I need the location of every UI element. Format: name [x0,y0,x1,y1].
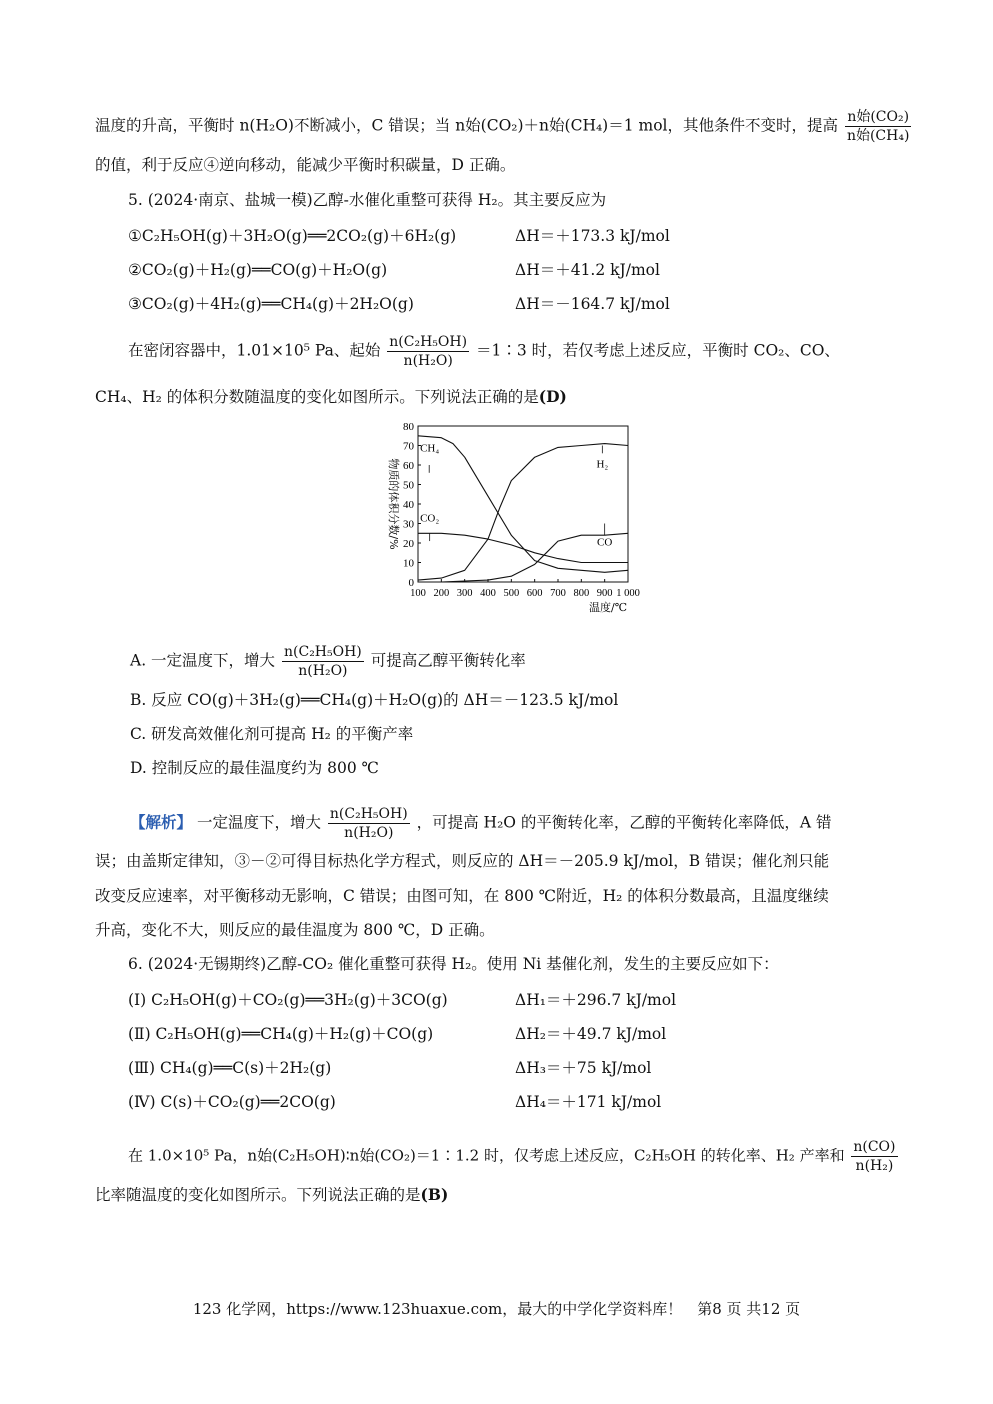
y-tick-label: 20 [403,538,414,550]
prev-text-b: n(H₂O)不断减小，C 错误；当 [239,116,451,135]
q5-option-a-den: n(H₂O) [298,663,348,679]
q6-dh-2: ΔH₂＝＋49.7 kJ/mol [515,1025,667,1043]
q5-reaction-3: ③CO₂(g)＋4H₂(g)══CH₄(g)＋2H₂O(g) [128,295,414,313]
series-label: H₂ [596,458,609,471]
x-tick-label: 100 [410,588,426,599]
x-tick-label: 900 [596,588,613,599]
analysis-den: n(H₂O) [344,825,394,841]
q5-reaction-2: ②CO₂(g)＋H₂(g)══CO(g)＋H₂O(g) [128,261,388,279]
q5-reaction-1: ①C₂H₅OH(g)＋3H₂O(g)══2CO₂(g)＋6H₂(g) [128,227,457,245]
q5-analysis-line-4: 升高，变化不大，则反应的最佳温度为 800 ℃，D 正确。 [95,921,495,939]
prev-fraction [845,108,911,145]
prev-frac-num: n始(CO₂) [845,108,911,127]
y-tick-label: 30 [403,518,414,531]
analysis-l1-b: ，可提高 H₂O 的平衡转化率，乙醇的平衡转化率降低，A 错 [416,813,832,832]
q5-option-a-fraction [282,643,364,680]
prev-text-c: n始(CO₂)＋n始(CH₄)＝1 mol，其他条件不变时，提高 [455,116,839,135]
series-label: CO₂ [420,512,440,525]
prev-line-2: 的值，利于反应④逆向移动，能减少平衡时积碳量，D 正确。 [95,156,516,174]
analysis-l1-a: 一定温度下，增大 [196,813,321,832]
q5-answer: (D) [538,387,567,406]
q6-reaction-2: (Ⅱ) C₂H₅OH(g)══CH₄(g)＋H₂(g)＋CO(g) [128,1025,434,1043]
q5-option-a-num: n(C₂H₅OH) [284,644,362,660]
series-label: CO [597,536,613,549]
q5-analysis-line-2: 误；由盖斯定律知，③－②可得目标热化学方程式，则反应的 ΔH＝－205.9 kJ/mol，B 错误；催化剂只能 [95,852,830,870]
x-tick-label: 800 [573,588,590,599]
prev-frac-den: n始(CH₄) [846,128,910,144]
q5-dh-3: ΔH＝－164.7 kJ/mol [515,295,670,313]
q5-cond-num: n(C₂H₅OH) [389,334,468,350]
series-line [418,436,628,573]
plot-frame [418,426,628,582]
q6-cond-a: 在 1.0×10⁵ Pa，n始(C₂H₅OH)∶n始(CO₂)＝1∶1.2 时，仅考虑上述反应，C₂H₅OH 的转化率、H₂ 产率和 [128,1146,845,1165]
q5-option-a [130,643,526,680]
q5-cond-den: n(H₂O) [403,353,453,369]
q6-cond-den: n(H₂) [855,1158,894,1174]
x-tick-label: 500 [503,588,520,599]
q6-reaction-3: (Ⅲ) CH₄(g)══C(s)＋2H₂(g) [128,1059,332,1077]
q5-option-a-pre: A. 一定温度下，增大 [130,651,276,670]
q5-analysis-line-1 [130,805,832,842]
q5-dh-2: ΔH＝＋41.2 kJ/mol [515,261,660,279]
q5-stem: 5. (2024·南京、盐城一模)乙醇-水催化重整可获得 H₂。其主要反应为 [128,191,607,209]
q5-chart [378,412,648,622]
chart-labels [420,442,612,548]
x-tick-label: 200 [433,588,450,599]
page-footer: 123 化学网，https://www.123huaxue.com，最大的中学化学资料库！ 第8 页 共12 页 [192,1300,801,1318]
x-tick-label: 700 [550,588,566,599]
q5-dh-1: ΔH＝＋173.3 kJ/mol [515,227,670,245]
q6-answer: (B) [420,1185,449,1204]
y-tick-label: 80 [403,421,414,433]
q6-stem: 6. (2024·无锡期终)乙醇-CO₂ 催化重整可获得 H₂。使用 Ni 基催化剂，发生的主要反应如下： [128,955,779,973]
series-label: CH₄ [420,442,440,455]
y-tick-label: 60 [403,460,414,472]
y-tick-label: 0 [408,577,414,589]
x-tick-label: 600 [526,588,543,599]
q5-condition-line [128,333,840,370]
q5-option-a-post: 可提高乙醇平衡转化率 [370,651,526,670]
q6-condition-line [128,1138,900,1175]
y-tick-label: 50 [403,479,414,492]
q6-condition-line-2 [95,1184,448,1206]
q6-reaction-4: (Ⅳ) C(s)＋CO₂(g)══2CO(g) [128,1093,336,1111]
q6-dh-3: ΔH₃＝＋75 kJ/mol [515,1059,652,1077]
q6-cond-fraction [851,1138,897,1175]
y-tick-label: 70 [403,440,414,453]
prev-line-1 [95,108,913,145]
q5-analysis-line-3: 改变反应速率，对平衡移动无影响，C 错误；由图可知，在 800 ℃附近，H₂ 的体积分数最高，且温度继续 [95,887,829,905]
x-tick-label: 300 [456,588,473,599]
q6-reaction-1: (Ⅰ) C₂H₅OH(g)＋CO₂(g)══3H₂(g)＋3CO(g) [128,991,448,1009]
q6-cond-num: n(CO) [853,1139,896,1155]
q6-cond-b: 比率随温度的变化如图所示。下列说法正确的是 [95,1186,421,1204]
q6-dh-1: ΔH₁＝＋296.7 kJ/mol [515,991,677,1009]
q6-dh-4: ΔH₄＝＋171 kJ/mol [515,1093,662,1111]
x-axis-label: 温度/℃ [588,601,628,614]
prev-text-a: 温度的升高，平衡时 [95,116,235,135]
analysis-num: n(C₂H₅OH) [329,806,408,822]
q5-cond-a: 在密闭容器中，1.01×10⁵ Pa、起始 [128,341,381,360]
analysis-tag: 【解析】 [130,812,193,832]
q5-option-c: C. 研发高效催化剂可提高 H₂ 的平衡产率 [130,725,414,743]
x-tick-label: 1 000 [616,588,640,599]
q5-cond-c: CH₄、H₂ 的体积分数随温度的变化如图所示。下列说法正确的是 [95,388,539,406]
q5-cond-b: ＝1∶3 时，若仅考虑上述反应，平衡时 CO₂、CO、 [476,341,840,360]
y-axis-label: 物质的体积分数/% [387,458,400,550]
y-tick-label: 10 [403,557,414,570]
y-tick-label: 40 [403,499,414,511]
q5-condition-line-2 [95,386,567,408]
q5-option-d: D. 控制反应的最佳温度约为 800 ℃ [130,759,380,777]
q5-option-b: B. 反应 CO(g)＋3H₂(g)══CH₄(g)＋H₂O(g)的 ΔH＝－123.5 kJ/mol [130,691,619,709]
x-tick-label: 400 [480,588,496,599]
q5-cond-fraction [387,333,469,370]
analysis-fraction [328,805,410,842]
